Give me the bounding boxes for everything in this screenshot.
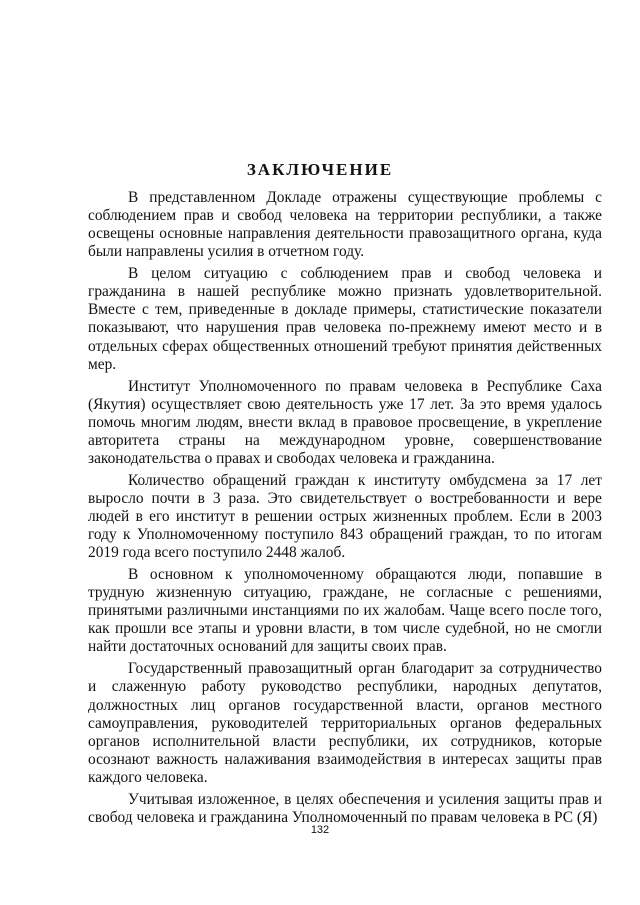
paragraph-1: В представленном Докладе отражены существующие проблемы с соблюдением прав и свобод человека на территории республики, а также освещены основные направления деятельности правозащитного органа, куда были направлены усилия в отчетном году. — [88, 189, 602, 261]
page-number: 132 — [310, 824, 330, 836]
paragraph-3: Институт Уполномоченного по правам человека в Республике Саха (Якутия) осуществляет свою деятельность уже 17 лет. За это время удалось помочь многим людям, внести вклад в правовое просвещение, в укрепление авторитета страны на международном уровне, совершенствование законодательства о правах и свободах человека и гражданина. — [88, 377, 602, 467]
paragraph-5: В основном к уполномоченному обращаются люди, попавшие в трудную жизненную ситуацию, граждане, не согласные с решениями, принятыми различными инстанциями по их жалобам. Чаще всего после того, как прошли все этапы и уровни власти, в том числе судебной, но не смогли найти достаточных оснований для защиты своих прав. — [88, 566, 602, 656]
body-text — [88, 189, 602, 827]
paragraph-2: В целом ситуацию с соблюдением прав и свобод человека и гражданина в нашей республике можно признать удовлетворительной. Вместе с тем, приведенные в докладе примеры, статистические показатели показывают, что нарушения прав человека по-прежнему имеют место и в отдельных сферах общественных отношений требуют принятия действенных мер. — [88, 265, 602, 373]
paragraph-6: Государственный правозащитный орган благодарит за сотрудничество и слаженную работу руководство республики, народных депутатов, должностных лиц органов государственной власти, органов местного самоуправления, руководителей территориальных органов федеральных органов исполнительной власти республики, их сотрудников, которые осознают важность налаживания взаимодействия в интересах защиты прав каждого человека. — [88, 660, 602, 786]
paragraph-7: Учитывая изложенное, в целях обеспечения и усиления защиты прав и свобод человека и гражданина Уполномоченный по правам человека в РС (Я) — [88, 790, 602, 826]
paragraph-4: Количество обращений граждан к институту омбудсмена за 17 лет выросло почти в 3 раза. Это свидетельствует о востребованности и вере людей в его институт в решении острых жизненных проблем. Если в 2003 году к Уполномоченному поступило 843 обращений граждан, то по итогам 2019 года всего поступило 2448 жалоб. — [88, 471, 602, 562]
section-title: ЗАКЛЮЧЕНИЕ — [246, 160, 394, 179]
